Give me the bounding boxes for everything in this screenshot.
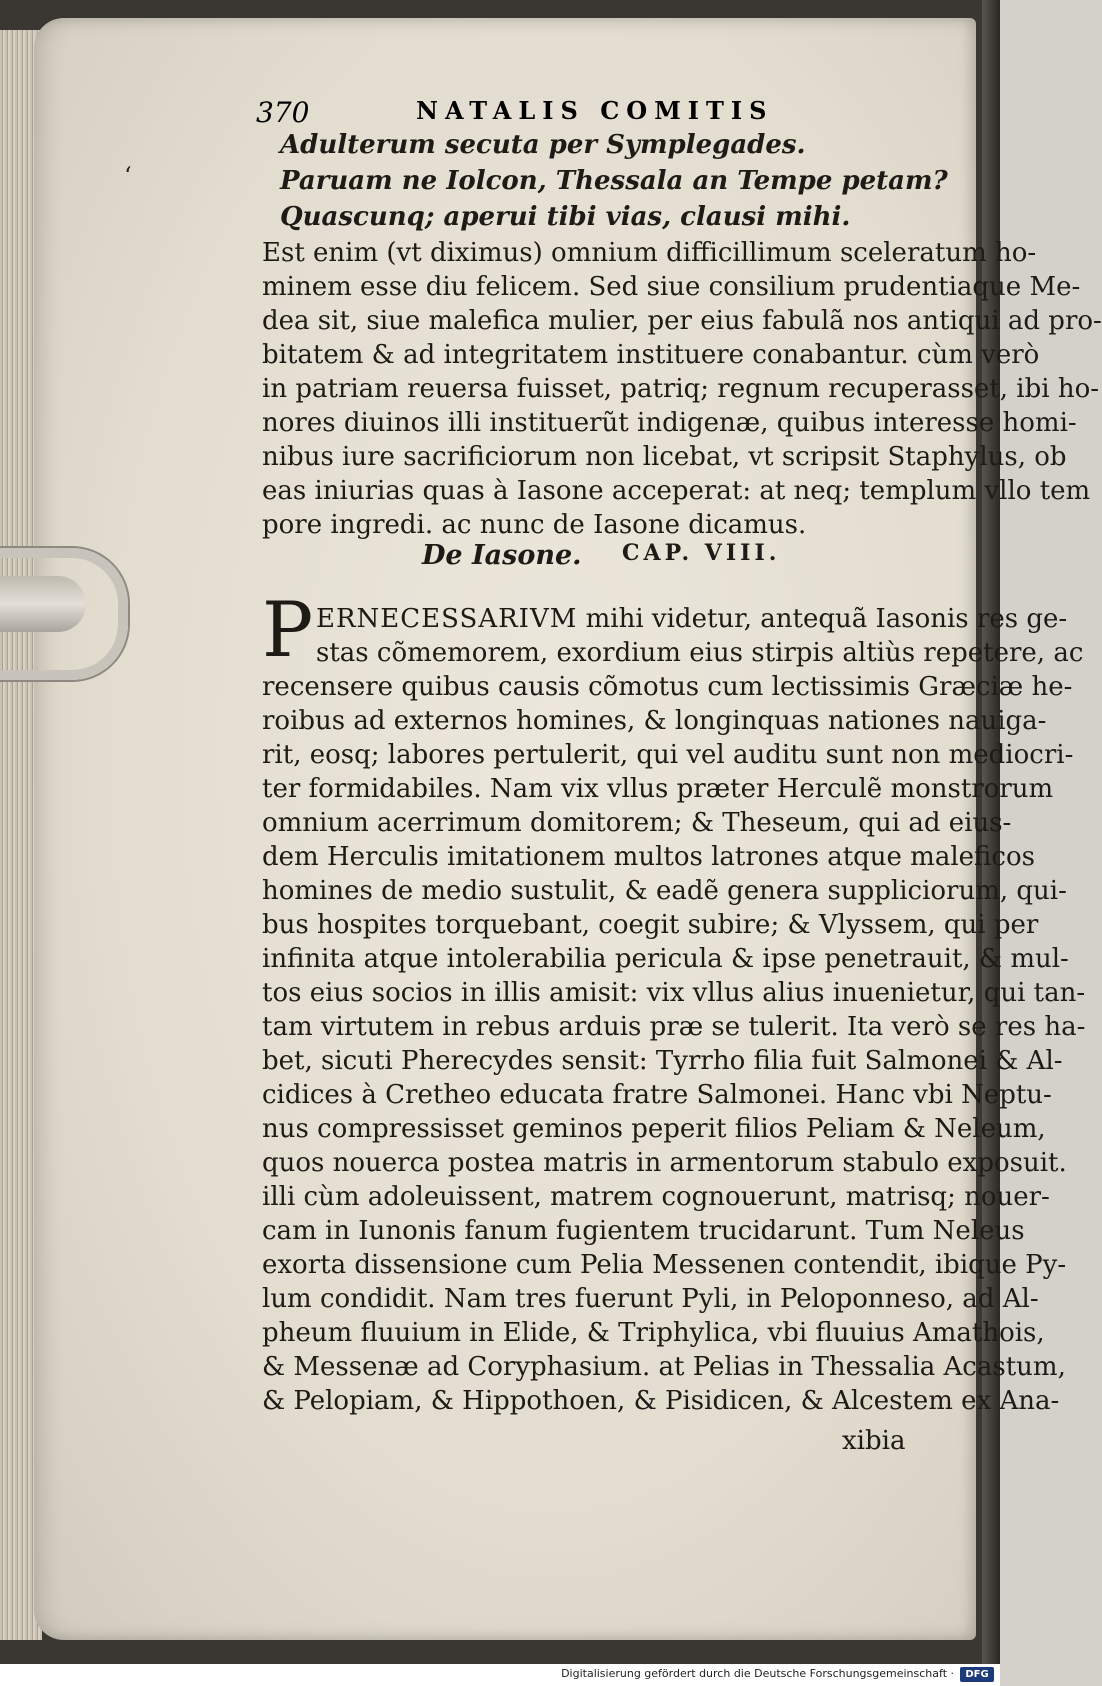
- text-line: & Pelopiam, & Hippothoen, & Pisidicen, & Alcestem ex Ana-: [262, 1386, 1060, 1416]
- running-head: NATALIS COMITIS: [416, 96, 774, 125]
- verse-line: Paruam ne Iolcon, Thessala an Tempe petam?: [280, 166, 948, 196]
- text-line: cidices à Cretheo educata fratre Salmonei. Hanc vbi Neptu-: [262, 1080, 1052, 1110]
- text-line: dem Herculis imitationem multos latrones atque maleficos: [262, 842, 1035, 872]
- text-line: homines de medio sustulit, & eadẽ genera suppliciorum, qui-: [262, 876, 1067, 906]
- chapter-title: De Iasone.: [422, 540, 582, 571]
- text-line: lum condidit. Nam tres fuerunt Pyli, in Peloponneso, ad Al-: [262, 1284, 1039, 1314]
- text-line: roibus ad externos homines, & longinquas nationes nauiga-: [262, 706, 1047, 736]
- text-line: infinita atque intolerabilia pericula & ipse penetrauit, & mul-: [262, 944, 1069, 974]
- text-line: exorta dissensione cum Pelia Messenen contendit, ibique Py-: [262, 1250, 1067, 1280]
- text-line: bet, sicuti Pherecydes sensit: Tyrrho filia fuit Salmonei & Al-: [262, 1046, 1063, 1076]
- text-line: dea sit, siue malefica mulier, per eius fabulã nos antiqui ad pro-: [262, 306, 1102, 336]
- text-line: pore ingredi. ac nunc de Iasone dicamus.: [262, 510, 807, 540]
- text-line: tos eius socios in illis amisit: vix vllus alius inuenietur, qui tan-: [262, 978, 1086, 1008]
- text-line: omnium acerrimum domitorem; & Theseum, qui ad eius-: [262, 808, 1012, 838]
- text-line: minem esse diu felicem. Sed siue consilium prudentiaque Me-: [262, 272, 1081, 302]
- verse-line: Adulterum secuta per Symplegades.: [280, 130, 806, 160]
- text-line: in patriam reuersa fuisset, patriq; regnum recuperasset, ibi ho-: [262, 374, 1100, 404]
- text-line: Est enim (vt diximus) omnium difficillimum sceleratum ho-: [262, 238, 1037, 268]
- text-line: stas cõmemorem, exordium eius stirpis altiùs repetere, ac: [316, 638, 1084, 668]
- verse-line: Quascunq; aperui tibi vias, clausi mihi.: [280, 202, 851, 232]
- first-line: [316, 604, 1067, 634]
- text-line: nores diuinos illi instituerũt indigenæ, quibus interesse homi-: [262, 408, 1077, 438]
- text-line: & Messenæ ad Coryphasium. at Pelias in Thessalia Acastum,: [262, 1352, 1066, 1382]
- dfg-logo: DFG: [960, 1667, 994, 1682]
- text-line: ter formidabiles. Nam vix vllus præter Herculẽ monstrorum: [262, 774, 1054, 804]
- text-line: bus hospites torquebant, coegit subire; & Vlyssem, qui per: [262, 910, 1039, 940]
- page-clip-icon: [0, 548, 128, 680]
- text-line: nus compressisset geminos peperit filios Peliam & Neleum,: [262, 1114, 1046, 1144]
- text-line: recensere quibus causis cõmotus cum lectissimis Græciæ he-: [262, 672, 1073, 702]
- catchword: xibia: [842, 1426, 906, 1456]
- margin-mark: ‘: [124, 162, 132, 190]
- text-line: tam virtutem in rebus arduis præ se tulerit. Ita verò se res ha-: [262, 1012, 1086, 1042]
- text-line: illi cùm adoleuissent, matrem cognouerunt, matrisq; nouer-: [262, 1182, 1050, 1212]
- first-line-rest: mihi videtur, antequã Iasonis res ge-: [577, 604, 1068, 634]
- text-line: rit, eosq; labores pertulerit, qui vel auditu sunt non mediocri-: [262, 740, 1074, 770]
- text-line: pheum fluuium in Elide, & Triphylica, vbi fluuius Amathois,: [262, 1318, 1045, 1348]
- opening-smallcaps: ERNECESSARIVM: [316, 604, 578, 634]
- footer-credit: Digitalisierung gefördert durch die Deutsche Forschungsgemeinschaft ·: [561, 1667, 954, 1680]
- text-line: quos nouerca postea matris in armentorum stabulo exposuit.: [262, 1148, 1067, 1178]
- drop-cap: P: [262, 585, 314, 674]
- text-line: cam in Iunonis fanum fugientem trucidarunt. Tum Neleus: [262, 1216, 1025, 1246]
- text-line: eas iniurias quas à Iasone acceperat: at neq; templum vllo tem: [262, 476, 1091, 506]
- text-line: nibus iure sacrificiorum non licebat, vt scripsit Staphylus, ob: [262, 442, 1067, 472]
- chapter-number: CAP. VIII.: [622, 540, 781, 566]
- page-number: 370: [256, 96, 310, 129]
- text-line: bitatem & ad integritatem instituere conabantur. cùm verò: [262, 340, 1040, 370]
